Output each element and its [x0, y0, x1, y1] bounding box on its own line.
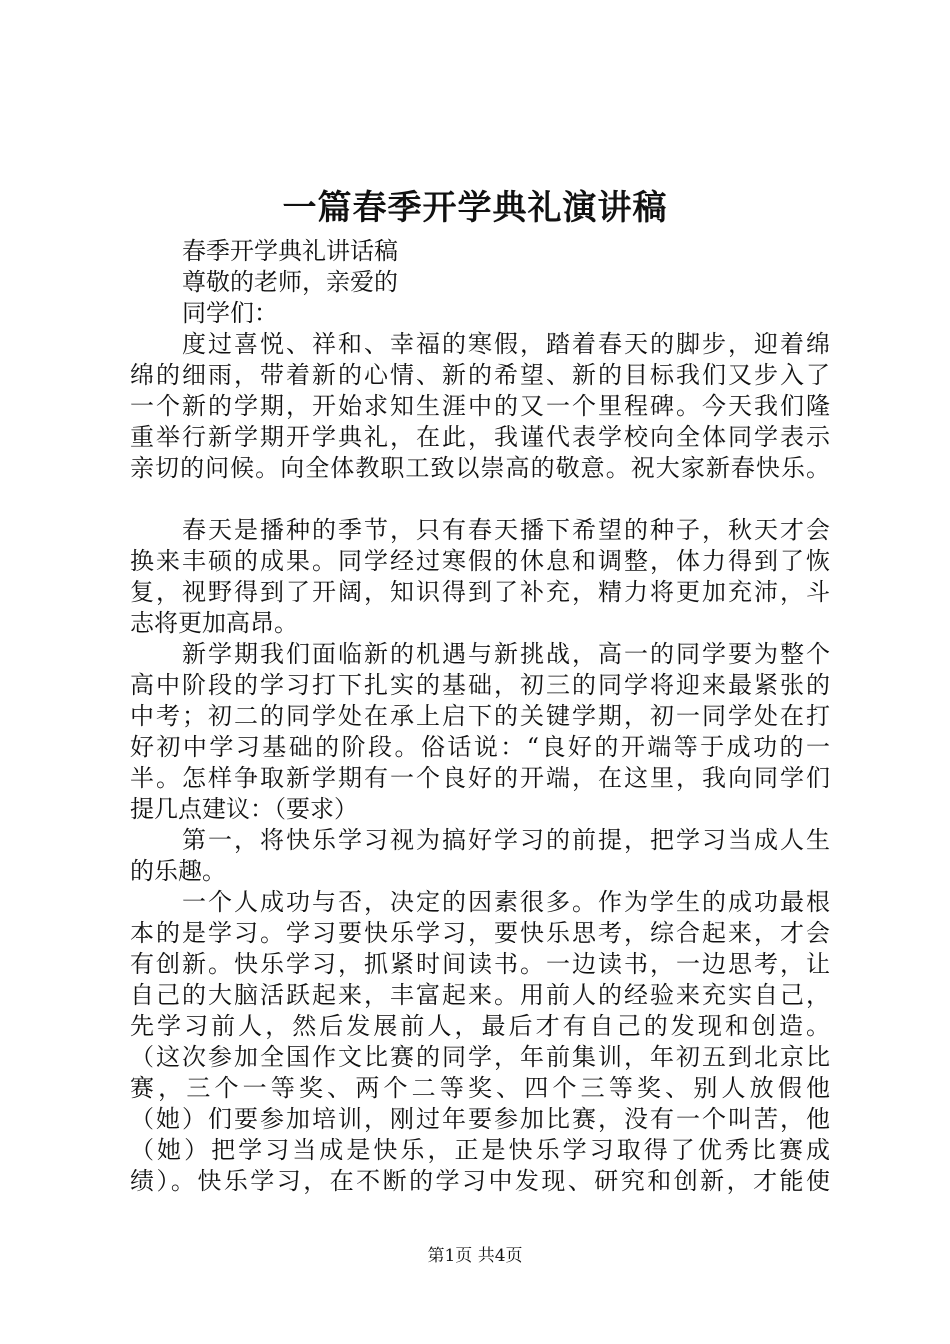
text-line: 赛，三个一等奖、两个二等奖、四个三等奖、别人放假他	[130, 1074, 830, 1102]
text-line: （这次参加全国作文比赛的同学，年前集训，年初五到北京比	[130, 1043, 830, 1071]
text-line: 同学们：	[182, 299, 278, 327]
paragraph-gap	[130, 484, 830, 515]
text-line: 的乐趣。	[130, 857, 226, 885]
document-body	[130, 236, 830, 1197]
text-line: 一个新的学期，开始求知生涯中的又一个里程碑。今天我们隆	[130, 392, 830, 420]
text-line: 一个人成功与否，决定的因素很多。作为学生的成功最根	[182, 888, 830, 916]
text-line: 志将更加高昂。	[130, 609, 298, 637]
text-line: 尊敬的老师，亲爱的	[182, 268, 398, 296]
text-line: 度过喜悦、祥和、幸福的寒假，踏着春天的脚步，迎着绵	[182, 330, 830, 358]
document-title: 一篇春季开学典礼演讲稿	[282, 188, 668, 228]
text-line: 高中阶段的学习打下扎实的基础，初三的同学将迎来最紧张的	[130, 671, 830, 699]
text-line: 自己的大脑活跃起来，丰富起来。用前人的经验来充实自己，	[130, 981, 830, 1009]
text-line: 中考；初二的同学处在承上启下的关键学期，初一同学处在打	[130, 702, 830, 730]
text-line: 亲切的问候。向全体教职工致以崇高的敬意。祝大家新春快乐。	[130, 454, 830, 482]
text-line: 提几点建议：（要求）	[130, 795, 358, 823]
text-line: 好初中学习基础的阶段。俗话说：“良好的开端等于成功的一	[130, 733, 830, 761]
text-line: 新学期我们面临新的机遇与新挑战，高一的同学要为整个	[182, 640, 830, 668]
text-line: 先学习前人，然后发展前人，最后才有自己的发现和创造。	[130, 1012, 830, 1040]
text-line: 重举行新学期开学典礼，在此，我谨代表学校向全体同学表示	[130, 423, 830, 451]
text-line: 半。怎样争取新学期有一个良好的开端，在这里，我向同学们	[130, 764, 830, 792]
text-line: 本的是学习。学习要快乐学习，要快乐思考，综合起来，才会	[130, 919, 830, 947]
page-indicator: 第1页 共4页	[427, 1246, 523, 1266]
text-line: 春季开学典礼讲话稿	[182, 237, 398, 265]
text-line: 复，视野得到了开阔，知识得到了补充，精力将更加充沛，斗	[130, 578, 830, 606]
text-line: 绵的细雨，带着新的心情、新的希望、新的目标我们又步入了	[130, 361, 830, 389]
text-line: 春天是播种的季节，只有春天播下希望的种子，秋天才会	[182, 516, 830, 544]
text-line: 换来丰硕的成果。同学经过寒假的休息和调整，体力得到了恢	[130, 547, 830, 575]
text-line: （她）把学习当成是快乐，正是快乐学习取得了优秀比赛成	[130, 1136, 830, 1164]
text-line: 有创新。快乐学习，抓紧时间读书。一边读书，一边思考，让	[130, 950, 830, 978]
text-line: （她）们要参加培训，刚过年要参加比赛，没有一个叫苦，他	[130, 1105, 830, 1133]
text-line: 第一，将快乐学习视为搞好学习的前提，把学习当成人生	[182, 826, 830, 854]
text-line: 绩）。快乐学习，在不断的学习中发现、研究和创新，才能使	[130, 1167, 830, 1195]
